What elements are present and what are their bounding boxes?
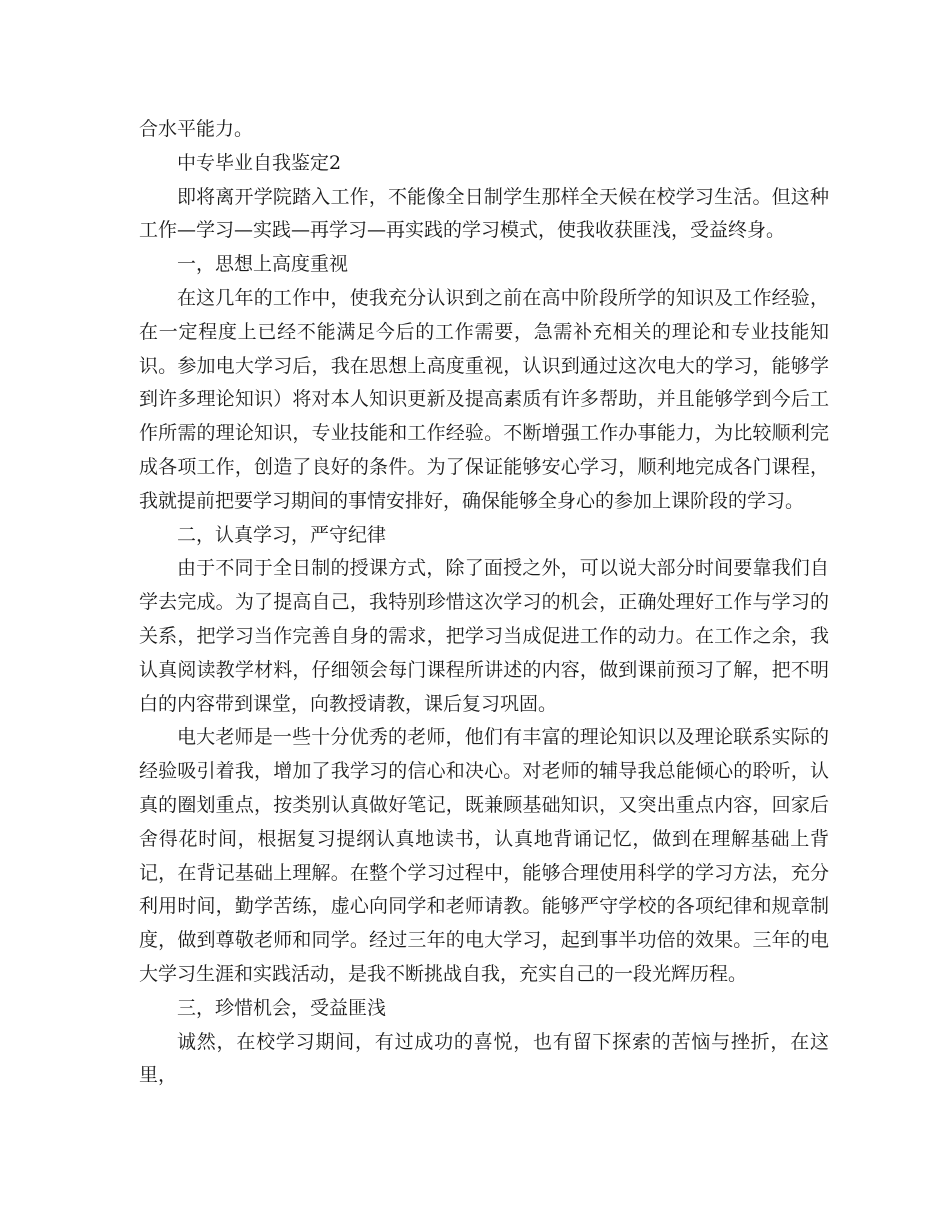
paragraph-intro: 即将离开学院踏入工作，不能像全日制学生那样全天候在校学习生活。但这种工作—学习—实践—再学习—再实践的学习模式，使我收获匪浅，受益终身。	[139, 185, 829, 242]
paragraph-continuation: 合水平能力。	[139, 118, 254, 140]
paragraph-section-2b: 电大老师是一些十分优秀的老师，他们有丰富的理论知识以及理论联系实际的经验吸引着我，增加了我学习的信心和决心。对老师的辅导我总能倾心的聆听，认真的圈划重点，按类别认真做好笔记，既兼顾基础知识，又突出重点内容，回家后舍得花时间，根据复习提纲认真地读书，认真地背诵记忆，做到在理解基础上背记，在背记基础上理解。在整个学习过程中，能够合理使用科学的学习方法，充分利用时间，勤学苦练，虚心向同学和老师请教。能够严守学校的各项纪律和规章制度，做到尊敬老师和同学。经过三年的电大学习，起到事半功倍的效果。三年的电大学习生涯和实践活动，是我不断挑战自我，充实自己的一段光辉历程。	[139, 726, 829, 985]
paragraph-section-3: 诚然，在校学习期间，有过成功的喜悦，也有留下探索的苦恼与挫折，在这里，	[139, 1030, 829, 1087]
paragraph-section-2a: 由于不同于全日制的授课方式，除了面授之外，可以说大部分时间要靠我们自学去完成。为了提高自己，我特别珍惜这次学习的机会，正确处理好工作与学习的关系，把学习当作完善自身的需求，把学习当成促进工作的动力。在工作之余，我认真阅读教学材料，仔细领会每门课程所讲述的内容，做到课前预习了解，把不明白的内容带到课堂，向教授请教，课后复习巩固。	[139, 557, 829, 715]
section-heading-1: 一，思想上高度重视	[177, 253, 349, 276]
section-heading-2: 二，认真学习，严守纪律	[177, 523, 387, 546]
paragraph-section-1: 在这几年的工作中，使我充分认识到之前在高中阶段所学的知识及工作经验，在一定程度上已经不能满足今后的工作需要，急需补充相关的理论和专业技能知识。参加电大学习后，我在思想上高度重视，认识到通过这次电大的学习，能够学到许多理论知识）将对本人知识更新及提高素质有许多帮助，并且能够学到今后工作所需的理论知识，专业技能和工作经验。不断增强工作办事能力，为比较顺利完成各项工作，创造了良好的条件。为了保证能够安心学习，顺利地完成各门课程，我就提前把要学习期间的事情安排好，确保能够全身心的参加上课阶段的学习。	[139, 286, 829, 512]
section-heading-3: 三，珍惜机会，受益匪浅	[177, 996, 387, 1019]
document-body	[139, 113, 829, 1093]
document-section-title: 中专毕业自我鉴定2	[177, 151, 342, 174]
